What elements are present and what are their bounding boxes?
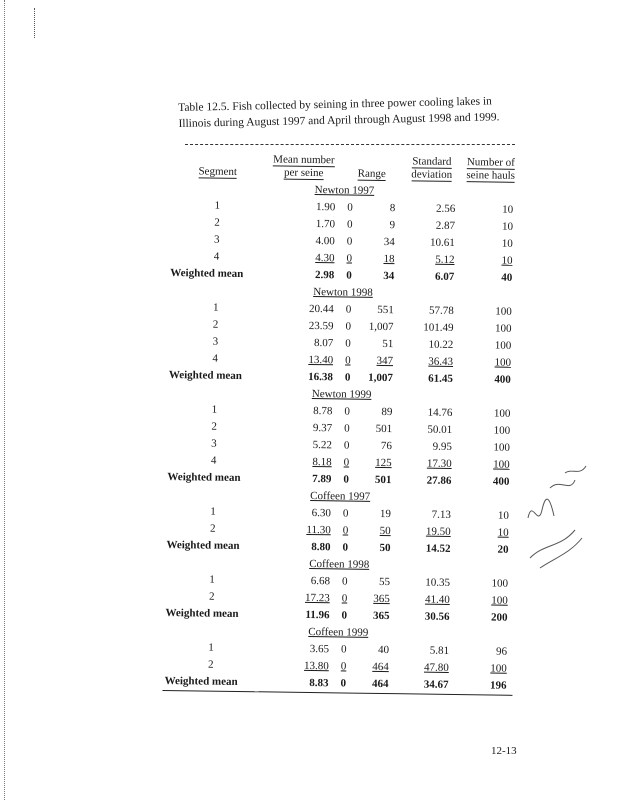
mean-cell: 8.80 (311, 541, 331, 554)
fish-seining-table (162, 152, 519, 696)
range-max-cell: 50 (379, 524, 391, 538)
mean-cell: 9.37 (312, 422, 333, 435)
sd-cell: 41.40 (424, 593, 450, 606)
range-min-cell: 0 (346, 252, 353, 265)
range-max-cell: 51 (382, 337, 394, 351)
segment-cell: 4 (212, 352, 218, 365)
range-min-cell: 0 (343, 439, 350, 452)
scan-top-mark (34, 8, 36, 38)
sd-cell: 30.56 (424, 610, 450, 623)
range-min-cell: 0 (346, 269, 352, 282)
hauls-cell: 10 (502, 203, 514, 216)
hauls-cell: 100 (494, 322, 512, 335)
hauls-cell: 100 (493, 407, 511, 420)
segment-cell: 2 (209, 522, 216, 535)
table-caption (178, 93, 524, 132)
segment-cell: Weighted mean (168, 369, 242, 383)
range-min-cell: 0 (341, 609, 348, 622)
hauls-cell: 96 (495, 645, 508, 658)
range-min-cell: 0 (342, 507, 349, 520)
range-max-cell: 50 (379, 541, 391, 555)
segment-cell: 1 (214, 199, 221, 212)
sd-cell: 57.78 (428, 304, 454, 317)
sd-cell: 7.13 (431, 508, 452, 521)
mean-cell: 23.59 (308, 319, 334, 333)
segment-cell: 4 (213, 250, 220, 263)
sd-cell: 10.61 (429, 236, 455, 249)
mean-cell: 16.38 (308, 370, 333, 384)
header-range: Range (357, 167, 386, 181)
segment-cell: 3 (211, 437, 217, 450)
hauls-cell: 100 (494, 356, 512, 369)
segment-cell: 1 (212, 301, 219, 314)
range-max-cell: 89 (381, 405, 393, 419)
hauls-cell: 10 (501, 254, 513, 267)
hauls-cell: 100 (493, 441, 510, 454)
range-min-cell: 0 (340, 660, 347, 673)
section-title: Newton 1999 (311, 388, 372, 401)
segment-cell: 1 (208, 641, 214, 654)
sd-cell: 10.22 (428, 338, 454, 351)
segment-cell: Weighted mean (167, 470, 241, 485)
weighted-mean-row (162, 673, 512, 695)
sd-cell: 27.86 (426, 474, 452, 487)
hauls-cell: 196 (454, 677, 512, 695)
header-segment: Segment (198, 165, 238, 178)
range-max-cell: 18 (383, 252, 395, 266)
mean-cell: 13.80 (304, 659, 329, 673)
range-max-cell: 1,007 (368, 371, 393, 385)
range-min-cell: 0 (340, 643, 347, 656)
hauls-cell: 100 (493, 458, 510, 471)
mean-cell: 3.65 (309, 643, 330, 656)
hauls-cell: 10 (497, 509, 510, 522)
range-max-cell: 34 (383, 269, 395, 283)
range-max-cell: 55 (378, 575, 391, 589)
range-min-cell: 0 (334, 675, 352, 693)
sd-cell: 5.12 (435, 253, 455, 266)
range-max-cell: 365 (372, 609, 390, 623)
hauls-cell: 10 (501, 220, 514, 233)
hauls-cell: 10 (497, 526, 509, 539)
sd-cell: 10.35 (425, 576, 451, 589)
mean-cell: 6.68 (310, 575, 331, 588)
sd-cell: 5.81 (429, 644, 450, 657)
sd-cell: 2.56 (435, 202, 456, 215)
range-max-cell: 501 (375, 422, 393, 436)
mean-cell: 20.44 (308, 302, 334, 316)
header-mean: Mean number per seine (273, 153, 335, 180)
range-min-cell: 0 (346, 235, 353, 248)
handwritten-signature (520, 458, 595, 578)
hauls-cell: 40 (501, 271, 513, 284)
hauls-cell: 20 (497, 543, 509, 556)
sd-cell: 61.45 (428, 372, 453, 385)
segment-cell: 1 (210, 505, 216, 518)
range-max-cell: 40 (377, 643, 390, 657)
caption-rule (185, 144, 515, 153)
range-max-cell: 551 (377, 303, 394, 317)
range-min-cell: 0 (343, 473, 350, 486)
mean-cell: 11.96 (305, 608, 330, 622)
mean-cell: 2.98 (314, 269, 335, 282)
range-max-cell: 347 (376, 354, 394, 368)
section-title: Coffeen 1998 (309, 557, 370, 571)
mean-cell: 8.07 (314, 337, 334, 350)
range-max-cell: 76 (380, 439, 392, 453)
mean-cell: 4.30 (315, 252, 335, 265)
segment-cell: 2 (208, 590, 215, 603)
segment-cell: Weighted mean (162, 673, 258, 692)
sd-cell: 14.52 (425, 542, 451, 555)
range-min-cell: 0 (344, 405, 350, 418)
sd-cell: 6.07 (434, 270, 455, 283)
hauls-cell: 400 (492, 475, 510, 488)
range-max-cell: 125 (375, 456, 392, 470)
header-sd: Standard deviation (411, 155, 453, 181)
sd-cell: 14.76 (427, 406, 453, 419)
table-body (162, 180, 519, 695)
mean-cell: 1.70 (315, 218, 336, 231)
range-max-cell: 8 (389, 202, 396, 215)
segment-cell: Weighted mean (165, 606, 239, 621)
scan-edge-marks (4, 0, 35, 800)
section-title: Coffeen 1999 (308, 625, 369, 639)
sd-cell: 50.01 (427, 423, 453, 436)
range-max-cell: 19 (379, 507, 392, 521)
range-max-cell: 34 (383, 235, 395, 249)
mean-cell: 5.22 (312, 439, 333, 452)
page-number: 12-13 (491, 745, 517, 757)
section-title: Coffeen 1997 (310, 489, 371, 503)
hauls-cell: 400 (494, 373, 511, 386)
mean-cell: 8.83 (258, 674, 334, 693)
segment-cell: 4 (210, 454, 217, 467)
segment-cell: 1 (211, 403, 218, 416)
range-min-cell: 0 (345, 303, 352, 316)
hauls-cell: 100 (495, 305, 512, 318)
mean-cell: 17.23 (304, 591, 330, 605)
range-max-cell: 365 (373, 592, 390, 606)
mean-cell: 4.00 (315, 235, 335, 248)
range-min-cell: 0 (344, 371, 351, 384)
hauls-cell: 100 (493, 424, 511, 437)
mean-cell: 11.30 (306, 523, 331, 537)
range-min-cell: 0 (342, 524, 349, 537)
segment-cell: Weighted mean (166, 538, 240, 553)
sd-cell: 9.95 (432, 440, 452, 453)
mean-cell: 7.89 (312, 473, 332, 486)
range-min-cell: 0 (346, 218, 353, 231)
segment-cell: 2 (214, 216, 220, 229)
mean-cell: 8.78 (313, 405, 333, 418)
range-min-cell: 0 (347, 201, 353, 214)
segment-cell: 3 (212, 335, 219, 348)
range-max-cell: 464 (372, 660, 389, 674)
section-title: Newton 1998 (313, 286, 373, 299)
range-max-cell: 9 (389, 219, 396, 232)
hauls-cell: 200 (490, 611, 508, 624)
hauls-cell: 10 (501, 237, 513, 250)
hauls-cell: 100 (491, 577, 509, 590)
range-min-cell: 0 (344, 422, 350, 435)
sd-cell: 101.49 (423, 321, 454, 334)
section-title: Newton 1997 (314, 184, 375, 197)
range-min-cell: 0 (345, 337, 351, 350)
sd-cell: 36.43 (428, 355, 454, 368)
range-max-cell: 501 (374, 473, 392, 487)
sd-cell: 2.87 (435, 219, 456, 232)
caption-line-1: Table 12.5. Fish collected by seining in three power cooling lakes in (178, 95, 493, 114)
range-min-cell: 0 (342, 541, 349, 554)
range-min-cell: 0 (343, 456, 350, 469)
range-min-cell: 0 (345, 320, 352, 333)
mean-cell: 8.18 (312, 456, 332, 469)
range-min-cell: 0 (345, 354, 351, 367)
range-max-cell: 1,007 (368, 320, 394, 334)
segment-cell: 2 (212, 318, 219, 331)
header-hauls: Number of seine hauls (466, 156, 516, 182)
mean-cell: 13.40 (308, 353, 334, 367)
hauls-cell: 100 (494, 339, 512, 352)
sd-cell: 17.30 (426, 457, 452, 470)
caption-line-2: Illinois during August 1997 and April through August 1998 and 1999. (178, 111, 500, 130)
segment-cell: 2 (208, 658, 214, 671)
sd-cell: 47.80 (423, 661, 449, 674)
range-min-cell: 0 (341, 592, 348, 605)
segment-cell: 2 (211, 420, 218, 433)
hauls-cell: 100 (490, 662, 507, 675)
mean-cell: 1.90 (315, 201, 336, 214)
hauls-cell: 100 (491, 594, 508, 607)
segment-cell: 1 (209, 573, 215, 586)
segment-cell: 3 (213, 233, 220, 246)
mean-cell: 6.30 (311, 507, 332, 520)
segment-cell: Weighted mean (170, 267, 244, 281)
range-max-cell: 464 (352, 676, 395, 694)
sd-cell: 19.50 (425, 525, 451, 538)
range-min-cell: 0 (341, 575, 348, 588)
sd-cell: 34.67 (394, 676, 454, 694)
